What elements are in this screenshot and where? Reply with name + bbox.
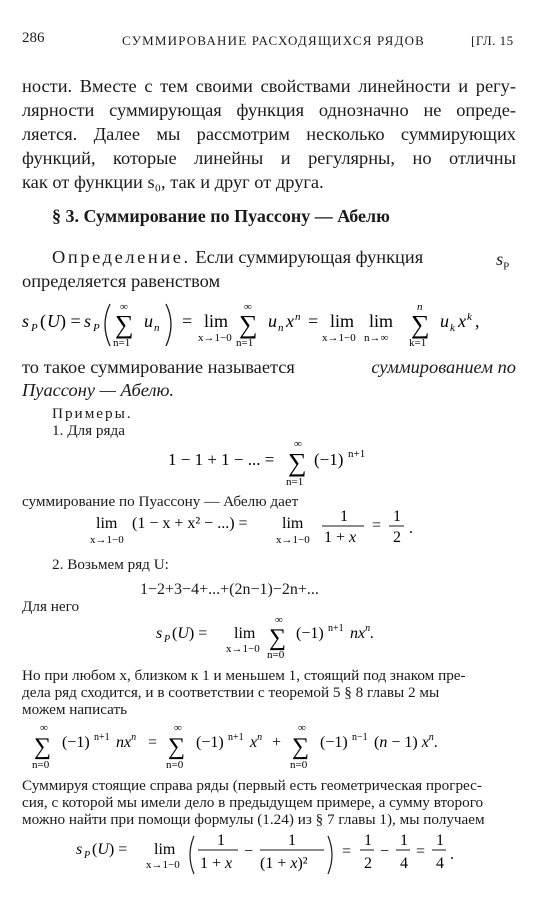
example-1-text: суммирование по Пуассону — Абелю дает <box>22 493 299 510</box>
svg-text:n=0: n=0 <box>267 649 285 661</box>
example-1-series <box>160 434 400 492</box>
svg-text:U: U <box>47 311 60 331</box>
svg-text:P: P <box>31 322 38 334</box>
svg-text:n=1: n=1 <box>236 337 254 349</box>
svg-text:(U) =: (U) = <box>172 625 208 642</box>
intro-line-1: ности. Вместе с тем своими свойствами линейности и регу- <box>22 76 516 96</box>
svg-text:,: , <box>475 311 480 331</box>
svg-text:x→1−0: x→1−0 <box>276 534 310 546</box>
chapter-ref: [ГЛ. 15 <box>471 33 514 48</box>
svg-text:xn: $x^n$ <box>250 732 263 751</box>
svg-text:1: 1 <box>436 832 444 849</box>
svg-text:.: . <box>409 520 413 537</box>
example-2-for: Для него <box>22 598 80 615</box>
svg-text:1 + x: 1 + x <box>200 855 233 872</box>
svg-text:+: + <box>272 734 282 751</box>
svg-text:x→1−0: x→1−0 <box>322 332 356 344</box>
svg-text:∑: ∑ <box>168 734 186 760</box>
svg-text:nxn: $nx^n$ <box>116 732 137 751</box>
svg-text:lim: lim <box>154 841 176 858</box>
svg-text:x→1−0: x→1−0 <box>90 534 124 546</box>
intro-line-3: ляется. Далее мы рассмотрим несколько суммирующих <box>22 124 516 144</box>
svg-text:n+1: n+1 <box>94 732 110 743</box>
definition-conclusion <box>22 355 516 379</box>
final-para-1: Суммируя стоящие справа ряды (первый есть геометрическая прогрес- <box>22 777 482 794</box>
svg-text:(1 + x)²: (1 + x)² <box>260 855 308 872</box>
svg-text:) =: ) = <box>60 311 81 331</box>
svg-text:∑: ∑ <box>288 448 307 477</box>
svg-text:1 + x: 1 + x <box>324 529 357 546</box>
svg-text:−: − <box>244 843 254 860</box>
svg-text:(−1): (−1) <box>62 734 90 751</box>
svg-text:∑: ∑ <box>269 625 287 651</box>
definition-line-2: определяется равенством <box>22 271 221 291</box>
term-part-2: Пуассону — Абелю. <box>22 380 175 400</box>
svg-text:∞: ∞ <box>294 438 302 450</box>
svg-text:x: x <box>458 311 466 331</box>
example-1-result <box>88 508 448 556</box>
svg-text:n+1: n+1 <box>348 448 366 460</box>
svg-text:=: = <box>372 517 382 534</box>
svg-text:P: P <box>164 634 171 645</box>
svg-text:n: n <box>417 301 423 313</box>
definition-line-1 <box>52 245 423 269</box>
svg-text:n−1: n−1 <box>352 732 368 743</box>
svg-text:1: 1 <box>217 832 225 849</box>
svg-text:lim: lim <box>96 515 118 532</box>
definition-text: Если суммирующая функция <box>195 247 424 267</box>
example-2-para-2: дела ряд сходится, и в соответствии с теоремой 5 § 8 главы 2 мы <box>22 684 440 701</box>
examples-heading: Примеры. <box>52 405 133 422</box>
definition-word: Определение. <box>52 247 191 267</box>
svg-text:n=1: n=1 <box>113 337 131 349</box>
svg-text:∞: ∞ <box>40 722 48 734</box>
page-number: 286 <box>22 30 45 46</box>
svg-text:∑: ∑ <box>34 734 52 760</box>
svg-text:∞: ∞ <box>298 722 306 734</box>
svg-text:x→1−0: x→1−0 <box>198 332 232 344</box>
svg-text:x: x <box>286 311 294 331</box>
section-title: § 3. Суммирование по Пуассону — Абелю <box>52 206 390 226</box>
svg-text:P: P <box>84 850 91 861</box>
example-2-label: 2. Возьмем ряд U: <box>52 556 169 573</box>
svg-text:n: n <box>278 322 284 334</box>
svg-text:1: 1 <box>400 832 408 849</box>
term-part-1: суммированием по <box>371 357 516 377</box>
svg-text:n+1: n+1 <box>228 732 244 743</box>
svg-text:u: u <box>144 311 153 331</box>
svg-text:n+1: n+1 <box>328 623 344 634</box>
final-formula <box>72 828 472 884</box>
svg-text:4: 4 <box>436 855 444 872</box>
svg-text:(n − 1) xn.: (n − 1) $x^n$. <box>374 732 438 751</box>
example-2-formula <box>152 612 412 666</box>
svg-text:nxn.: $nx^n$. <box>350 623 375 642</box>
svg-text:=: = <box>416 843 426 860</box>
svg-text:(: ( <box>40 311 46 331</box>
svg-text:s: s <box>84 311 92 331</box>
svg-text:(U) =: (U) = <box>92 841 128 858</box>
svg-text:n=0: n=0 <box>166 759 184 771</box>
svg-text:(−1): (−1) <box>296 625 324 642</box>
intro-line-2: лярности суммирующая функция однозначно не опреде- <box>22 100 516 120</box>
svg-text:n=0: n=0 <box>32 759 50 771</box>
svg-text:∑: ∑ <box>115 310 134 339</box>
svg-text:s: s <box>76 841 83 858</box>
svg-text:u: u <box>440 311 449 331</box>
example-2-expansion <box>26 718 516 776</box>
example-1-label: 1. Для ряда <box>52 422 125 439</box>
svg-text:(1 − x + x² − ...) =: (1 − x + x² − ...) = <box>132 515 248 532</box>
svg-text:=: = <box>308 311 319 331</box>
svg-text:n: n <box>154 322 160 334</box>
running-title: СУММИРОВАНИЕ РАСХОДЯЩИХСЯ РЯДОВ <box>122 33 426 48</box>
svg-text:k: k <box>450 322 455 334</box>
final-para-2: сия, с которой мы имели дело в предыдущем примере, а сумму второго <box>22 794 484 811</box>
svg-text:(−1): (−1) <box>196 734 224 751</box>
svg-text:x→1−0: x→1−0 <box>146 859 180 871</box>
svg-text:2: 2 <box>393 529 401 546</box>
svg-text:n→∞: n→∞ <box>364 332 389 344</box>
svg-text:P: P <box>93 322 100 334</box>
svg-text:∑: ∑ <box>292 734 310 760</box>
sp-symbol: $s_P$ <box>496 249 510 273</box>
svg-text:=: = <box>148 734 158 751</box>
svg-text:1: 1 <box>340 508 348 525</box>
svg-text:1: 1 <box>288 832 296 849</box>
svg-text:lim: lim <box>282 515 304 532</box>
svg-text:n=0: n=0 <box>290 759 308 771</box>
svg-text:=: = <box>182 311 193 331</box>
svg-text:(−1): (−1) <box>320 734 348 751</box>
svg-text:lim: lim <box>330 311 355 331</box>
svg-text:s: s <box>156 625 163 642</box>
svg-text:1: 1 <box>393 508 401 525</box>
svg-text:s: s <box>22 311 30 331</box>
svg-text:−: − <box>380 843 390 860</box>
intro-line-4: функций, которые линейны и регулярны, но отличны <box>22 148 516 168</box>
svg-text:(−1): (−1) <box>314 450 344 469</box>
svg-text:∞: ∞ <box>174 722 182 734</box>
example-2-series: 1−2+3−4+...+(2n−1)−2n+... <box>140 581 319 598</box>
svg-text:∞: ∞ <box>120 301 128 313</box>
svg-text:∞: ∞ <box>275 614 283 626</box>
definition-formula <box>18 296 528 356</box>
final-para-3: можно найти при помощи формулы (1.24) из § 7 главы 1), мы получаем <box>22 811 485 828</box>
svg-text:1: 1 <box>364 832 372 849</box>
example-2-para-1: Но при любом x, близком к 1 и меньшем 1, стоящий под знаком пре- <box>22 667 466 684</box>
intro-line-5: как от функции s₀, так и друг от друга. <box>22 172 324 192</box>
svg-text:∑: ∑ <box>239 310 258 339</box>
svg-text:lim: lim <box>234 625 256 642</box>
svg-text:1 − 1 + 1 − ... =: 1 − 1 + 1 − ... = <box>168 450 275 469</box>
svg-text:x→1−0: x→1−0 <box>226 643 260 655</box>
svg-text:∑: ∑ <box>411 310 430 339</box>
svg-text:u: u <box>268 311 277 331</box>
svg-text:lim: lim <box>369 311 394 331</box>
svg-text:lim: lim <box>204 311 229 331</box>
svg-text:2: 2 <box>364 855 372 872</box>
svg-text:4: 4 <box>400 855 408 872</box>
conclusion-text: то такое суммирование называется <box>22 357 295 377</box>
example-2-para-3: можем написать <box>22 701 128 718</box>
svg-text:∞: ∞ <box>244 301 252 313</box>
svg-text:.: . <box>450 846 454 863</box>
svg-text:k: k <box>467 311 472 323</box>
svg-text:=: = <box>342 843 352 860</box>
svg-text:n=1: n=1 <box>286 476 304 488</box>
svg-text:k=1: k=1 <box>409 337 427 349</box>
svg-text:n: n <box>295 311 301 323</box>
